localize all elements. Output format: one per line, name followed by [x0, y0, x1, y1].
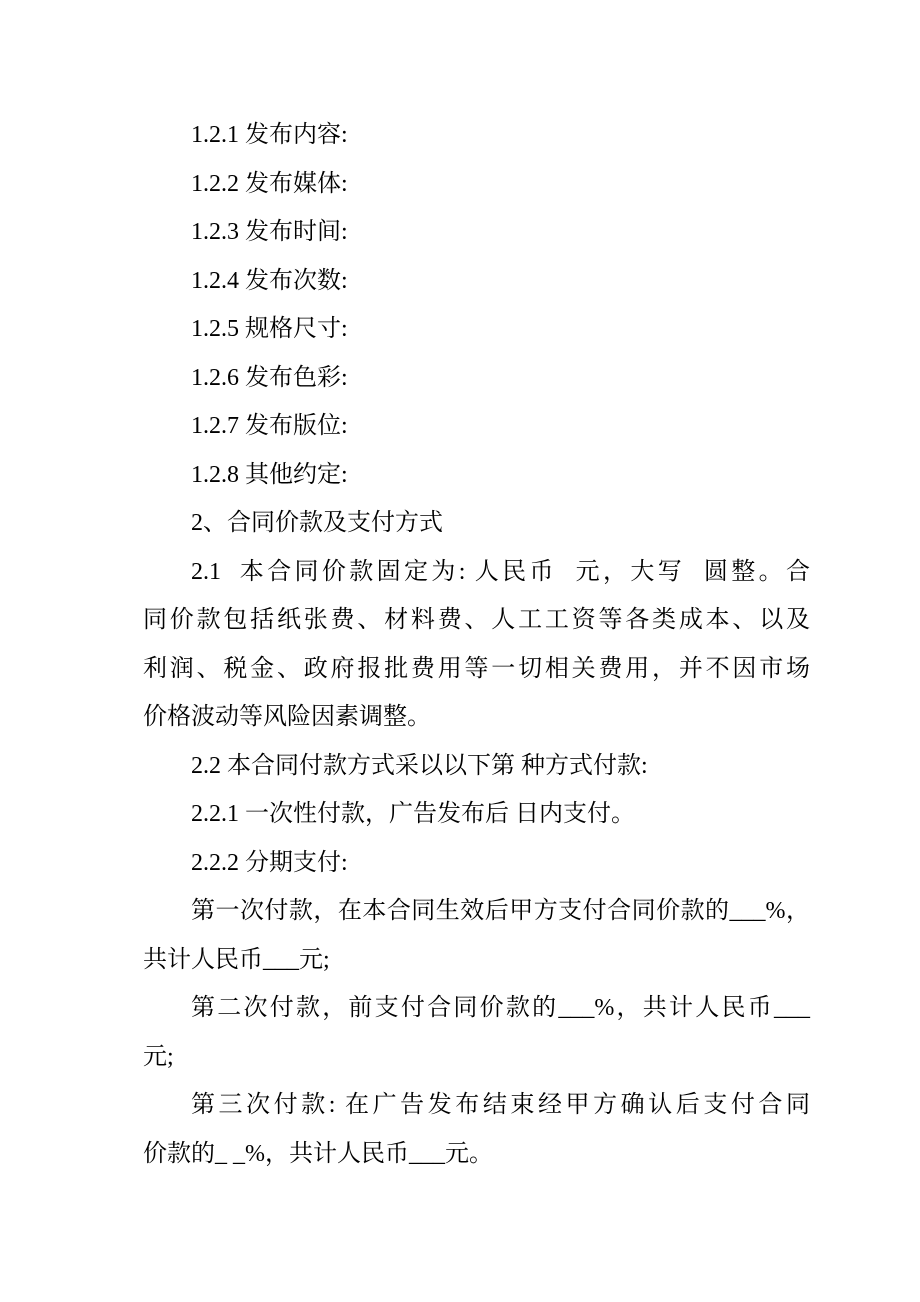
text-line: 第二次付款，前支付合同价款的___%，共计人民币___	[191, 995, 810, 1021]
document-body	[143, 111, 810, 1178]
text-line: 2.1 本合同价款固定为: 人民币 元，大写 圆整。合	[191, 558, 810, 585]
text-line: 价款的_ _%，共计人民币___元。	[143, 1140, 493, 1167]
text-line: 2.2.2 分期支付:	[191, 849, 348, 876]
text-line: 同价款包括纸张费、材料费、人工工资等各类成本、以及	[143, 607, 810, 633]
text-line: 价格波动等风险因素调整。	[143, 704, 431, 730]
text-line: 1.2.5 规格尺寸:	[191, 316, 348, 342]
text-line: 1.2.3 发布时间:	[191, 219, 348, 245]
text-line: 2.2.1 一次性付款，广告发布后 日内支付。	[191, 801, 635, 827]
text-line: 1.2.7 发布版位:	[191, 413, 348, 439]
text-line: 2、合同价款及支付方式	[191, 510, 443, 536]
text-line: 元;	[143, 1043, 174, 1070]
text-line: 1.2.4 发布次数:	[191, 267, 348, 294]
text-line: 第三次付款: 在广告发布结束经甲方确认后支付合同	[191, 1092, 810, 1118]
text-line: 2.2 本合同付款方式采以以下第 种方式付款:	[191, 752, 648, 779]
text-line: 利润、税金、政府报批费用等一切相关费用，并不因市场	[143, 655, 810, 682]
text-line: 共计人民币___元;	[143, 946, 330, 973]
text-line: 第一次付款，在本合同生效后甲方支付合同价款的___%，	[191, 898, 810, 924]
text-line: 1.2.8 其他约定:	[191, 461, 348, 488]
text-line: 1.2.2 发布媒体:	[191, 170, 348, 197]
text-line: 1.2.1 发布内容:	[191, 122, 348, 148]
text-line: 1.2.6 发布色彩:	[191, 364, 348, 391]
